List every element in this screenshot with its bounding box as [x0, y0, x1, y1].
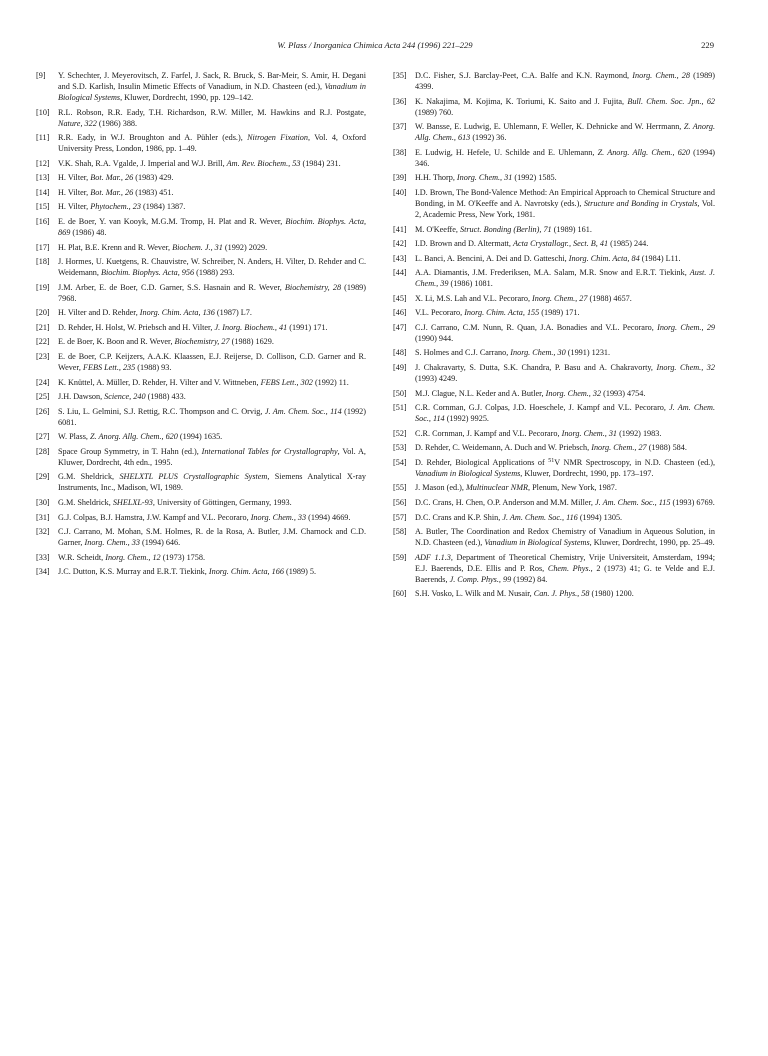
reference-number: [36] [393, 96, 407, 106]
reference-number: [58] [393, 527, 407, 537]
reference-text: D.C. Crans and K.P. Shin, J. Am. Chem. Soc., 116 (1994) 1305. [415, 512, 623, 522]
reference-text: H. Vilter, Bot. Mar., 26 (1983) 451. [58, 187, 174, 197]
reference-text: I.D. Brown, The Bond-Valence Method: An Empirical Approach to Chemical Structure and Bonding, in M. O'Keeffe and A. Navrotsky (eds.), Structure and Bonding in Crystals, Vol. 2, Academic Press, New York, 1981. [415, 187, 716, 220]
reference-item [393, 552, 715, 585]
reference-item [393, 428, 715, 439]
reference-text: D. Rehder, Biological Applications of $^{51}$V NMR Spectroscopy, in N.D. Chasteen (ed.), Vanadium in Biological Systems, Kluwer, Dordrecht, 1990, pp. 173–197. [415, 457, 715, 478]
reference-number: [18] [36, 257, 50, 267]
reference-text: X. Li, M.S. Lah and V.L. Pecoraro, Inorg. Chem., 27 (1988) 4657. [415, 293, 632, 303]
reference-number: [60] [393, 589, 407, 599]
reference-text: D. Rehder, H. Holst, W. Priebsch and H. Vilter, J. Inorg. Biochem., 41 (1991) 171. [58, 322, 328, 332]
reference-text: K. Knüttel, A. Müller, D. Rehder, H. Vilter and V. Wittneben, FEBS Lett., 302 (1992) 11. [58, 377, 349, 387]
reference-item [393, 588, 715, 599]
reference-number: [44] [393, 268, 407, 278]
reference-text: D.C. Crans, H. Chen, O.P. Anderson and M.M. Miller, J. Am. Chem. Soc., 115 (1993) 6769. [415, 498, 715, 507]
reference-text: J.C. Dutton, K.S. Murray and E.R.T. Tiekink, Inorg. Chim. Acta, 166 (1989) 5. [58, 567, 316, 577]
reference-number: [56] [393, 498, 407, 507]
reference-text: H. Vilter, Bot. Mar., 26 (1983) 429. [58, 173, 174, 183]
reference-number: [33] [36, 552, 50, 562]
reference-item [36, 497, 366, 508]
reference-number: [46] [393, 308, 407, 318]
reference-number: [51] [393, 403, 407, 413]
reference-text: E. de Boer, Y. van Kooyk, M.G.M. Tromp, H. Plat and R. Wever, Biochim. Biophys. Acta, 869 (1986) 48. [58, 217, 366, 238]
reference-number: [29] [36, 472, 50, 482]
reference-item [36, 322, 366, 333]
reference-text: H. Vilter and D. Rehder, Inorg. Chim. Acta, 136 (1987) L7. [58, 308, 252, 318]
reference-item [36, 158, 366, 169]
reference-number: [26] [36, 406, 50, 416]
reference-text: Space Group Symmetry, in T. Hahn (ed.), International Tables for Crystallography, Vol. A, Kluwer, Dordrecht, 4th edn., 1995. [58, 446, 366, 467]
reference-text: E. de Boer, K. Boon and R. Wever, Biochemistry, 27 (1988) 1629. [58, 337, 274, 347]
reference-item [393, 482, 715, 493]
reference-text: D. Rehder, C. Weidemann, A. Duch and W. Priebsch, Inorg. Chem., 27 (1988) 584. [415, 443, 687, 453]
reference-number: [13] [36, 173, 50, 183]
reference-item [36, 377, 366, 388]
reference-text: S. Liu, L. Gelmini, S.J. Rettig, R.C. Thompson and C. Orvig, J. Am. Chem. Soc., 114 (1992) 6081. [58, 406, 366, 427]
reference-item [36, 172, 366, 183]
reference-number: [38] [393, 147, 407, 157]
reference-text: S.H. Vosko, L. Wilk and M. Nusair, Can. J. Phys., 58 (1980) 1200. [415, 589, 634, 599]
reference-item [36, 307, 366, 318]
reference-number: [40] [393, 187, 407, 197]
reference-text: R.R. Eady, in W.J. Broughton and A. Pühler (eds.), Nitrogen Fixation, Vol. 4, Oxford University Press, London, 1986, pp. 1–49. [58, 133, 366, 154]
reference-item [393, 147, 715, 169]
reference-number: [15] [36, 202, 50, 212]
reference-number: [20] [36, 308, 50, 318]
reference-text: J.M. Arber, E. de Boer, C.D. Garner, S.S. Hasnain and R. Wever, Biochemistry, 28 (1989) 7968. [58, 282, 367, 303]
reference-text: G.M. Sheldrick, SHELXTL PLUS Crystallographic System, Siemens Analytical X-ray Instruments, Inc., Madison, WI, 1989. [58, 472, 366, 493]
reference-number: [28] [36, 446, 50, 456]
reference-number: [54] [393, 457, 407, 467]
reference-text: L. Banci, A. Bencini, A. Dei and D. Gatteschi, Inorg. Chim. Acta, 84 (1984) L11. [415, 253, 681, 263]
reference-number: [21] [36, 322, 50, 332]
journal-citation: W. Plass / Inorganica Chimica Acta 244 (1996) 221–229 [277, 40, 473, 50]
reference-number: [39] [393, 173, 407, 183]
reference-item [393, 172, 715, 183]
page-number: 229 [701, 40, 714, 50]
reference-text: H. Vilter, Phytochem., 23 (1984) 1387. [58, 202, 186, 212]
reference-item [36, 187, 366, 198]
reference-text: V.L. Pecoraro, Inorg. Chim. Acta, 155 (1989) 171. [415, 308, 580, 318]
reference-item [36, 132, 366, 154]
reference-number: [53] [393, 443, 407, 453]
reference-text: D.C. Fisher, S.J. Barclay-Peet, C.A. Balfe and K.N. Raymond, Inorg. Chem., 28 (1989) 4399. [415, 71, 715, 92]
reference-number: [9] [36, 71, 46, 80]
reference-text: V.K. Shah, R.A. Vgalde, J. Imperial and W.J. Brill, Am. Rev. Biochem., 53 (1984) 231. [58, 158, 341, 168]
reference-text: Y. Schechter, J. Meyerovitsch, Z. Farfel, J. Sack, R. Bruck, S. Bar-Meir, S. Amir, H. Degani and S.D. Karlish, Insulin Mimetic Effects of Vanadium, in N.D. Chasteen (ed.), Vanadium in Biological Systems, Kluwer, Dordrecht, 1990, pp. 129–142. [58, 71, 366, 103]
reference-item [36, 391, 366, 402]
reference-text: C.R. Cornman, G.J. Colpas, J.D. Hoeschele, J. Kampf and V.L. Pecoraro, J. Am. Chem. Soc., 114 (1992) 9925. [415, 403, 715, 424]
reference-number: [16] [36, 217, 50, 227]
reference-text: A.A. Diamantis, J.M. Frederiksen, M.A. Salam, M.R. Snow and E.R.T. Tiekink, Aust. J. Chem., 39 (1986) 1081. [415, 268, 715, 289]
reference-text: E. de Boer, C.P. Keijzers, A.A.K. Klaassen, E.J. Reijerse, D. Collison, C.D. Garner and R. Wever, FEBS Lett., 235 (1988) 93. [58, 351, 366, 373]
reference-item [36, 351, 366, 373]
reference-item [393, 512, 715, 523]
reference-text: J. Mason (ed.), Multinuclear NMR, Plenum, New York, 1987. [415, 483, 617, 493]
reference-number: [45] [393, 293, 407, 303]
reference-number: [11] [36, 133, 50, 143]
reference-number: [30] [36, 498, 50, 507]
reference-item [36, 526, 366, 548]
reference-number: [34] [36, 567, 50, 577]
reference-text: J. Hormes, U. Kuetgens, R. Chauvistre, W. Schreiber, N. Anders, H. Vilter, D. Rehder and C. Weidemann, Biochim. Biophys. Acta, 956 (1988) 293. [58, 257, 366, 278]
reference-number: [52] [393, 428, 407, 438]
reference-item [36, 216, 366, 238]
reference-number: [25] [36, 392, 50, 402]
reference-item [36, 431, 366, 442]
reference-text: M.J. Clague, N.L. Keder and A. Butler, Inorg. Chem., 32 (1993) 4754. [415, 388, 646, 398]
reference-item [393, 526, 715, 548]
reference-item [393, 388, 715, 399]
reference-number: [47] [393, 322, 407, 332]
reference-item [393, 402, 715, 424]
reference-number: [57] [393, 512, 407, 522]
reference-number: [37] [393, 122, 407, 132]
reference-item [393, 121, 715, 143]
reference-number: [41] [393, 224, 407, 234]
reference-text: C.J. Carrano, C.M. Nunn, R. Quan, J.A. Bonadies and V.L. Pecoraro, Inorg. Chem., 29 (1990) 944. [415, 322, 716, 343]
reference-item [393, 238, 715, 249]
reference-item [393, 362, 715, 384]
reference-item [36, 107, 366, 129]
reference-text: W. Plass, Z. Anorg. Allg. Chem., 620 (1994) 1635. [58, 432, 223, 442]
reference-number: [42] [393, 239, 407, 249]
reference-number: [31] [36, 512, 50, 522]
reference-text: W. Bansse, E. Ludwig, E. Uhlemann, F. Weller, K. Dehnicke and W. Herrmann, Z. Anorg. Allg. Chem., 613 (1992) 36. [415, 122, 716, 143]
reference-text: K. Nakajima, M. Kojima, K. Toriumi, K. Saito and J. Fujita, Bull. Chem. Soc. Jpn., 62 (1989) 760. [415, 96, 716, 117]
reference-text: E. Ludwig, H. Hefele, U. Schilde and E. Uhlemann, Z. Anorg. Allg. Chem., 620 (1994) 346. [415, 147, 716, 168]
reference-number: [48] [393, 348, 407, 358]
reference-item [36, 70, 366, 103]
reference-text: S. Holmes and C.J. Carrano, Inorg. Chem., 30 (1991) 1231. [415, 348, 611, 358]
reference-text: H.H. Thorp, Inorg. Chem., 31 (1992) 1585. [415, 173, 557, 183]
reference-text: G.J. Colpas, B.J. Hamstra, J.W. Kampf and V.L. Pecoraro, Inorg. Chem., 33 (1994) 4669. [58, 512, 351, 522]
reference-item [393, 224, 715, 235]
reference-item [393, 253, 715, 264]
reference-number: [49] [393, 363, 407, 373]
reference-number: [35] [393, 71, 407, 80]
reference-item [393, 307, 715, 318]
reference-number: [19] [36, 282, 50, 292]
reference-item [36, 566, 366, 577]
reference-number: [50] [393, 388, 407, 398]
reference-text: C.R. Cornman, J. Kampf and V.L. Pecoraro, Inorg. Chem., 31 (1992) 1983. [415, 428, 662, 438]
reference-item [393, 322, 715, 344]
reference-text: J.H. Dawson, Science, 240 (1988) 433. [58, 392, 186, 402]
reference-item [393, 267, 715, 289]
reference-text: H. Plat, B.E. Krenn and R. Wever, Biochem. J., 31 (1992) 2029. [58, 242, 268, 252]
references-column-left [36, 70, 366, 581]
reference-item [393, 497, 715, 508]
reference-item [36, 406, 366, 428]
reference-item [36, 242, 366, 253]
reference-text: A. Butler, The Coordination and Redox Chemistry of Vanadium in Aqueous Solution, in N.D. Chasteen (ed.), Vanadium in Biological Systems, Kluwer, Dordrecht, 1990, pp. 25–49. [415, 527, 715, 548]
reference-item [393, 457, 715, 479]
reference-item [36, 336, 366, 347]
reference-number: [43] [393, 253, 407, 263]
reference-item [36, 282, 366, 304]
reference-item [36, 512, 366, 523]
reference-number: [12] [36, 158, 50, 168]
reference-number: [10] [36, 107, 50, 117]
reference-number: [17] [36, 242, 50, 252]
reference-number: [59] [393, 552, 407, 562]
reference-item [36, 471, 366, 493]
reference-text: G.M. Sheldrick, SHELXL-93, University of Göttingen, Germany, 1993. [58, 498, 292, 507]
reference-number: [32] [36, 527, 50, 537]
reference-item [393, 187, 715, 220]
reference-number: [24] [36, 377, 50, 387]
reference-item [36, 446, 366, 468]
reference-item [393, 293, 715, 304]
reference-item [36, 552, 366, 563]
reference-text: R.L. Robson, R.R. Eady, T.H. Richardson, R.W. Miller, M. Hawkins and R.J. Postgate, Nature, 322 (1986) 388. [58, 107, 366, 128]
reference-item [393, 96, 715, 118]
reference-number: [27] [36, 432, 50, 442]
reference-item [393, 442, 715, 453]
reference-text: M. O'Keeffe, Struct. Bonding (Berlin), 71 (1989) 161. [415, 224, 592, 234]
reference-number: [22] [36, 337, 50, 347]
reference-number: [14] [36, 187, 50, 197]
reference-number: [55] [393, 483, 407, 493]
reference-text: C.J. Carrano, M. Mohan, S.M. Holmes, R. de la Rosa, A. Butler, J.M. Charnock and C.D. Garner, Inorg. Chem., 33 (1994) 646. [58, 527, 366, 548]
reference-item [36, 256, 366, 278]
reference-text: J. Chakravarty, S. Dutta, S.K. Chandra, P. Basu and A. Chakravorty, Inorg. Chem., 32 (1993) 4249. [415, 363, 715, 384]
reference-item [36, 201, 366, 212]
running-header [36, 40, 714, 54]
reference-text: ADF 1.1.3, Department of Theoretical Chemistry, Vrije Universiteit, Amsterdam, 1994; E.J. Baerends, D.E. Ellis and P. Ros, Chem. Phys., 2 (1973) 41; G. te Velde and E.J. Baerends, J. Comp. Phys., 99 (1992) 84. [415, 552, 715, 584]
reference-text: I.D. Brown and D. Altermatt, Acta Crystallogr., Sect. B, 41 (1985) 244. [415, 239, 649, 249]
references-column-right [393, 70, 715, 603]
reference-item [393, 70, 715, 92]
reference-item [393, 347, 715, 358]
reference-number: [23] [36, 351, 50, 361]
reference-text: W.R. Scheidt, Inorg. Chem., 12 (1973) 1758. [58, 552, 205, 562]
